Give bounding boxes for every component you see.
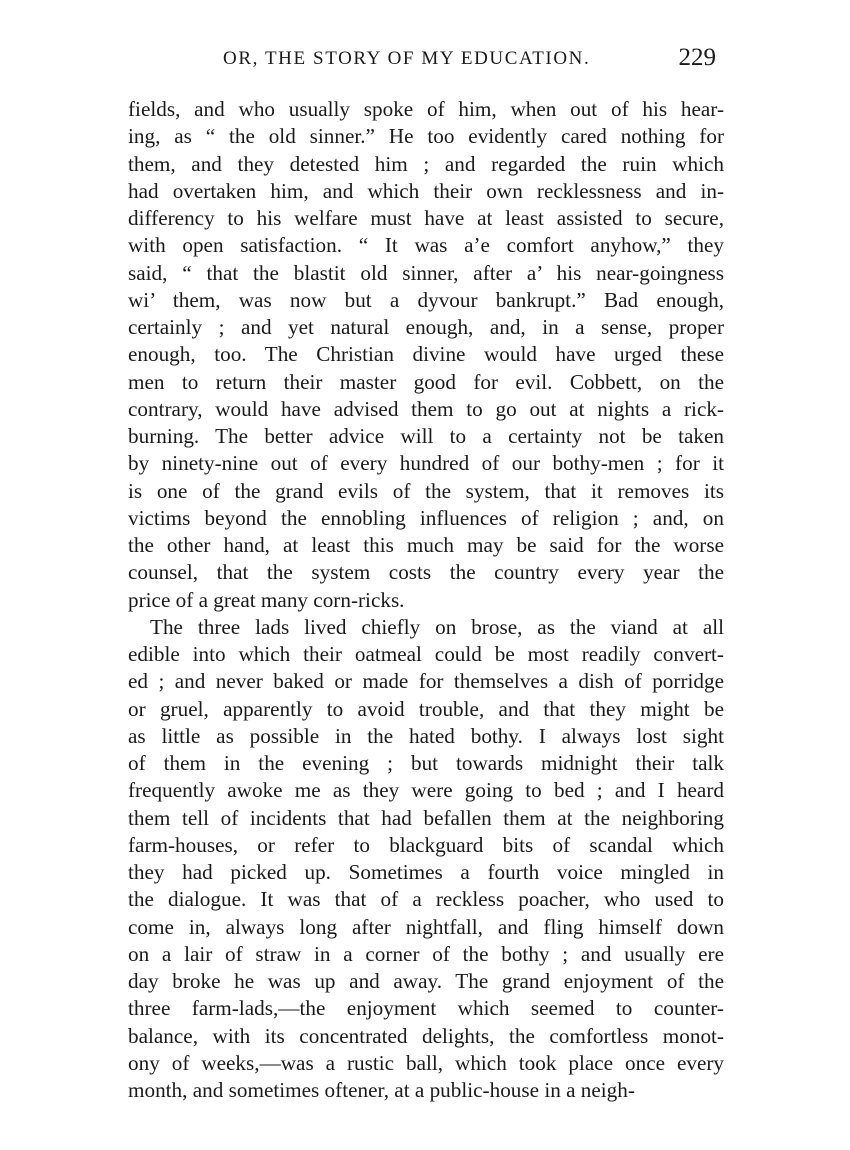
text-line: price of a great many corn-ricks. bbox=[128, 587, 405, 612]
page-number: 229 bbox=[678, 44, 716, 71]
text-line: of them in the evening ; but towards midnight their talk bbox=[128, 751, 724, 775]
text-line: said, “ that the blastit old sinner, after a’ his near-goingness bbox=[128, 260, 724, 285]
text-line: the other hand, at least this much may be said for the worse bbox=[128, 533, 724, 557]
text-line: with open satisfaction. “ It was a’e comfort anyhow,” they bbox=[128, 233, 724, 258]
running-title: OR, THE STORY OF MY EDUCATION. bbox=[223, 48, 591, 69]
text-line: come in, always long after nightfall, and fling himself down bbox=[128, 914, 724, 939]
paragraph bbox=[128, 96, 724, 614]
text-line: three farm-lads,—the enjoyment which seemed to counter- bbox=[128, 996, 724, 1021]
text-line: farm-houses, or refer to blackguard bits of scandal which bbox=[128, 832, 724, 857]
text-line: frequently awoke me as they were going to bed ; and I heard bbox=[128, 778, 724, 803]
text-line: or gruel, apparently to avoid trouble, and that they might be bbox=[128, 696, 724, 721]
text-line: the dialogue. It was that of a reckless poacher, who used to bbox=[128, 887, 724, 912]
text-line: The three lads lived chiefly on brose, as the viand at all bbox=[150, 614, 724, 639]
text-line: by ninety-nine out of every hundred of our bothy-men ; for it bbox=[128, 451, 724, 476]
paragraph-container bbox=[128, 96, 724, 1104]
text-line: victims beyond the ennobling influences of religion ; and, on bbox=[128, 505, 724, 530]
text-line: them tell of incidents that had befallen them at the neighboring bbox=[128, 805, 724, 830]
text-line: edible into which their oatmeal could be most readily convert- bbox=[128, 642, 724, 666]
text-line: balance, with its concentrated delights, the comfortless monot- bbox=[128, 1023, 724, 1048]
text-line: day broke he was up and away. The grand enjoyment of the bbox=[128, 969, 724, 993]
text-line: had overtaken him, and which their own recklessness and in- bbox=[128, 178, 724, 203]
text-line: enough, too. The Christian divine would have urged these bbox=[128, 342, 724, 367]
text-line: fields, and who usually spoke of him, when out of his hear- bbox=[128, 97, 724, 121]
body-text bbox=[128, 96, 724, 1104]
text-line: month, and sometimes oftener, at a public-house in a neigh- bbox=[128, 1078, 635, 1102]
text-line: differency to his welfare must have at least assisted to secure, bbox=[128, 206, 724, 230]
text-line: men to return their master good for evil. Cobbett, on the bbox=[128, 369, 724, 394]
text-line: as little as possible in the hated bothy. I always lost sight bbox=[128, 723, 724, 748]
text-line: wi’ them, was now but a dyvour bankrupt.” Bad enough, bbox=[128, 287, 724, 312]
text-line: ed ; and never baked or made for themselves a dish of porridge bbox=[128, 669, 724, 694]
text-line: them, and they detested him ; and regarded the ruin which bbox=[128, 151, 724, 176]
paragraph bbox=[128, 614, 724, 1105]
text-line: ony of weeks,—was a rustic ball, which took place once every bbox=[128, 1050, 724, 1075]
text-line: counsel, that the system costs the country every year the bbox=[128, 560, 724, 585]
running-head bbox=[128, 44, 724, 74]
text-line: certainly ; and yet natural enough, and, in a sense, proper bbox=[128, 315, 724, 339]
text-line: burning. The better advice will to a certainty not be taken bbox=[128, 424, 724, 448]
text-line: is one of the grand evils of the system, that it removes its bbox=[128, 478, 724, 503]
text-line: contrary, would have advised them to go out at nights a rick- bbox=[128, 396, 724, 421]
text-line: ing, as “ the old sinner.” He too evidently cared nothing for bbox=[128, 124, 724, 149]
text-line: on a lair of straw in a corner of the bothy ; and usually ere bbox=[128, 941, 724, 966]
text-line: they had picked up. Sometimes a fourth voice mingled in bbox=[128, 860, 724, 884]
